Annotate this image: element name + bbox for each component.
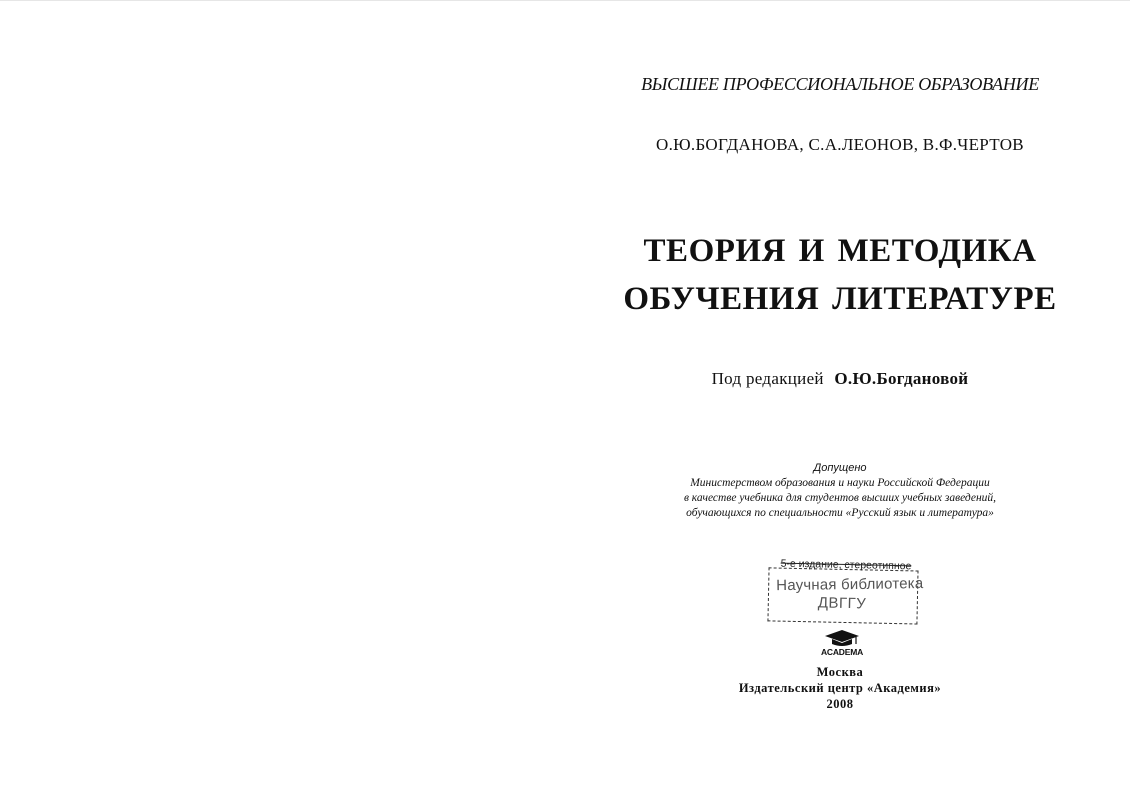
book-title-line-2: ОБУЧЕНИЯ ЛИТЕРАТУРЕ	[623, 281, 1057, 317]
stamp-library-name: Научная библиотека	[776, 575, 924, 595]
library-stamp	[767, 557, 924, 628]
authors-line: О.Ю.БОГДАНОВА, С.А.ЛЕОНОВ, В.Ф.ЧЕРТОВ	[656, 135, 1024, 154]
stamp-university: ДВГГУ	[817, 594, 867, 613]
approval-line-1: Министерством образования и науки Российской Федерации	[690, 477, 990, 489]
approval-line-3: обучающихся по специальности «Русский язык и литература»	[686, 507, 994, 519]
editor-name: О.Ю.Богдановой	[834, 369, 969, 388]
book-title-line-1: ТЕОРИЯ И МЕТОДИКА	[643, 233, 1037, 269]
series-heading: ВЫСШЕЕ ПРОФЕССИОНАЛЬНОЕ ОБРАЗОВАНИЕ	[641, 74, 1039, 94]
imprint	[560, 664, 1120, 712]
imprint-year: 2008	[826, 697, 854, 711]
publisher-logo	[810, 629, 874, 659]
imprint-publisher: Издательский центр «Академия»	[738, 681, 942, 695]
approval-line-2: в качестве учебника для студентов высших учебных заведений,	[683, 492, 997, 504]
imprint-city: Москва	[816, 665, 864, 679]
editor-credit	[560, 367, 1120, 391]
logo-text: ACADEMA	[820, 647, 864, 657]
approval-notice	[560, 461, 1120, 521]
edition-note: 5-е издание, стереотипное	[780, 557, 912, 573]
book-title	[560, 227, 1120, 323]
approval-heading: Допущено	[813, 462, 867, 474]
editor-prefix: Под редакцией	[711, 369, 824, 388]
graduation-cap-icon	[824, 629, 860, 647]
